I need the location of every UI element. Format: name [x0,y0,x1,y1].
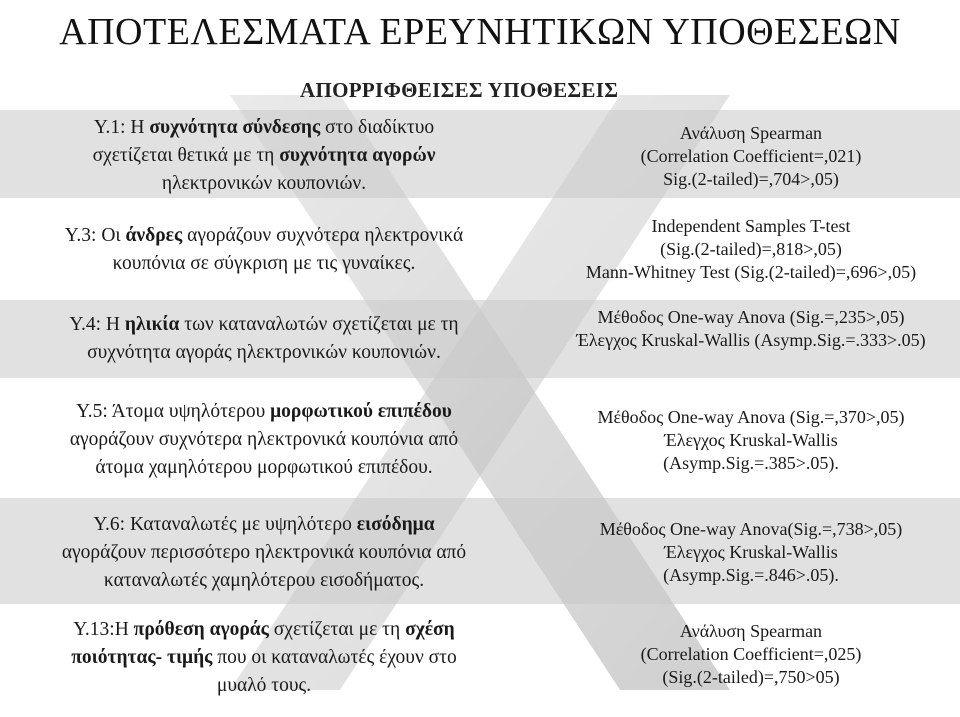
result-text [548,215,954,284]
hypothesis-row-4 [0,392,960,496]
hypothesis-row-3 [0,300,960,378]
hypothesis-text [8,398,520,482]
hypothesis-text [8,616,520,700]
hyp-line: αγοράζουν συχνότερα ηλεκτρονικά κουπόνια από [69,429,459,450]
hyp-line: Υ.5: Άτομα υψηλότερου μορφωτικού επιπέδου [76,401,452,422]
hyp-line: σχετίζεται θετικά με τη συχνότητα αγορών [92,145,436,166]
hypothesis-row-6 [0,610,960,714]
hypothesis-text [8,114,520,198]
page-title: ΑΠΟΤΕΛΕΣΜΑΤΑ ΕΡΕΥΝΗΤΙΚΩΝ ΥΠΟΘΕΣΕΩΝ [59,11,901,53]
result-text [548,406,954,475]
result-line: (Correlation Coefficient=,021) [640,146,862,166]
result-line: Ανάλυση Spearman [679,123,823,143]
hyp-line: μυαλό τους. [216,675,312,696]
result-line: (Sig.(2-tailed)=,750>05) [662,667,840,687]
result-text [548,306,954,352]
hypothesis-row-1 [0,110,960,198]
hypothesis-text [8,311,520,367]
result-text [548,518,954,587]
result-line: Έλεγχος Kruskal-Wallis (Asymp.Sig.=.333>.05) [576,330,926,350]
result-line: Έλεγχος Kruskal-Wallis [664,542,838,562]
result-line: Μέθοδος One-way Anova (Sig.=,235>,05) [597,307,905,327]
result-line: Mann-Whitney Test (Sig.(2-tailed)=,696>,05) [585,262,917,282]
hyp-line: Υ.6: Καταναλωτές με υψηλότερο εισόδημα [93,514,435,535]
result-text [548,122,954,191]
hypothesis-row-5 [0,498,960,604]
hypothesis-row-2 [0,208,960,294]
result-line: Μέθοδος One-way Anova(Sig.=,738>,05) [599,519,903,539]
hyp-line: Υ.3: Οι άνδρες αγοράζουν συχνότερα ηλεκτρονικά [64,225,464,246]
hyp-line: καταναλωτές χαμηλότερου εισοδήματος. [103,570,425,591]
result-line: Sig.(2-tailed)=,704>,05) [663,169,839,189]
result-line: Independent Samples T-test [651,216,851,236]
hyp-line: ηλεκτρονικών κουπονιών. [161,173,367,194]
result-line: (Asymp.Sig.=.385>.05). [663,453,839,473]
page-subtitle: ΑΠΟΡΡΙΦΘΕΙΣΕΣ ΥΠΟΘΕΣΕΙΣ [300,78,619,102]
result-line: Ανάλυση Spearman [679,621,823,641]
hyp-line: κουπόνια σε σύγκριση με τις γυναίκες. [112,253,416,274]
result-line: (Correlation Coefficient=,025) [640,644,862,664]
hyp-line: Υ.4: Η ηλικία των καταναλωτών σχετίζεται με τη [69,314,459,335]
hypothesis-text [8,511,520,595]
hyp-line: Υ.13:Η πρόθεση αγοράς σχετίζεται με τη σχέση [73,619,455,640]
hyp-line: συχνότητα αγοράς ηλεκτρονικών κουπονιών. [87,342,441,363]
result-text [548,620,954,689]
result-line: (Asymp.Sig.=.846>.05). [663,565,839,585]
hypothesis-text [8,222,520,278]
hyp-line: Υ.1: Η συχνότητα σύνδεσης στο διαδίκτυο [93,117,435,138]
result-line: Έλεγχος Kruskal-Wallis [664,430,838,450]
result-line: (Sig.(2-tailed)=,818>,05) [660,239,842,259]
result-line: Μέθοδος One-way Anova (Sig.=,370>,05) [597,407,905,427]
hyp-line: ποιότητας- τιμής που οι καταναλωτές έχουν στο [71,647,457,668]
hyp-line: άτομα χαμηλότερου μορφωτικού επιπέδου. [95,457,433,478]
hyp-line: αγοράζουν περισσότερο ηλεκτρονικά κουπόνια από [61,542,467,563]
